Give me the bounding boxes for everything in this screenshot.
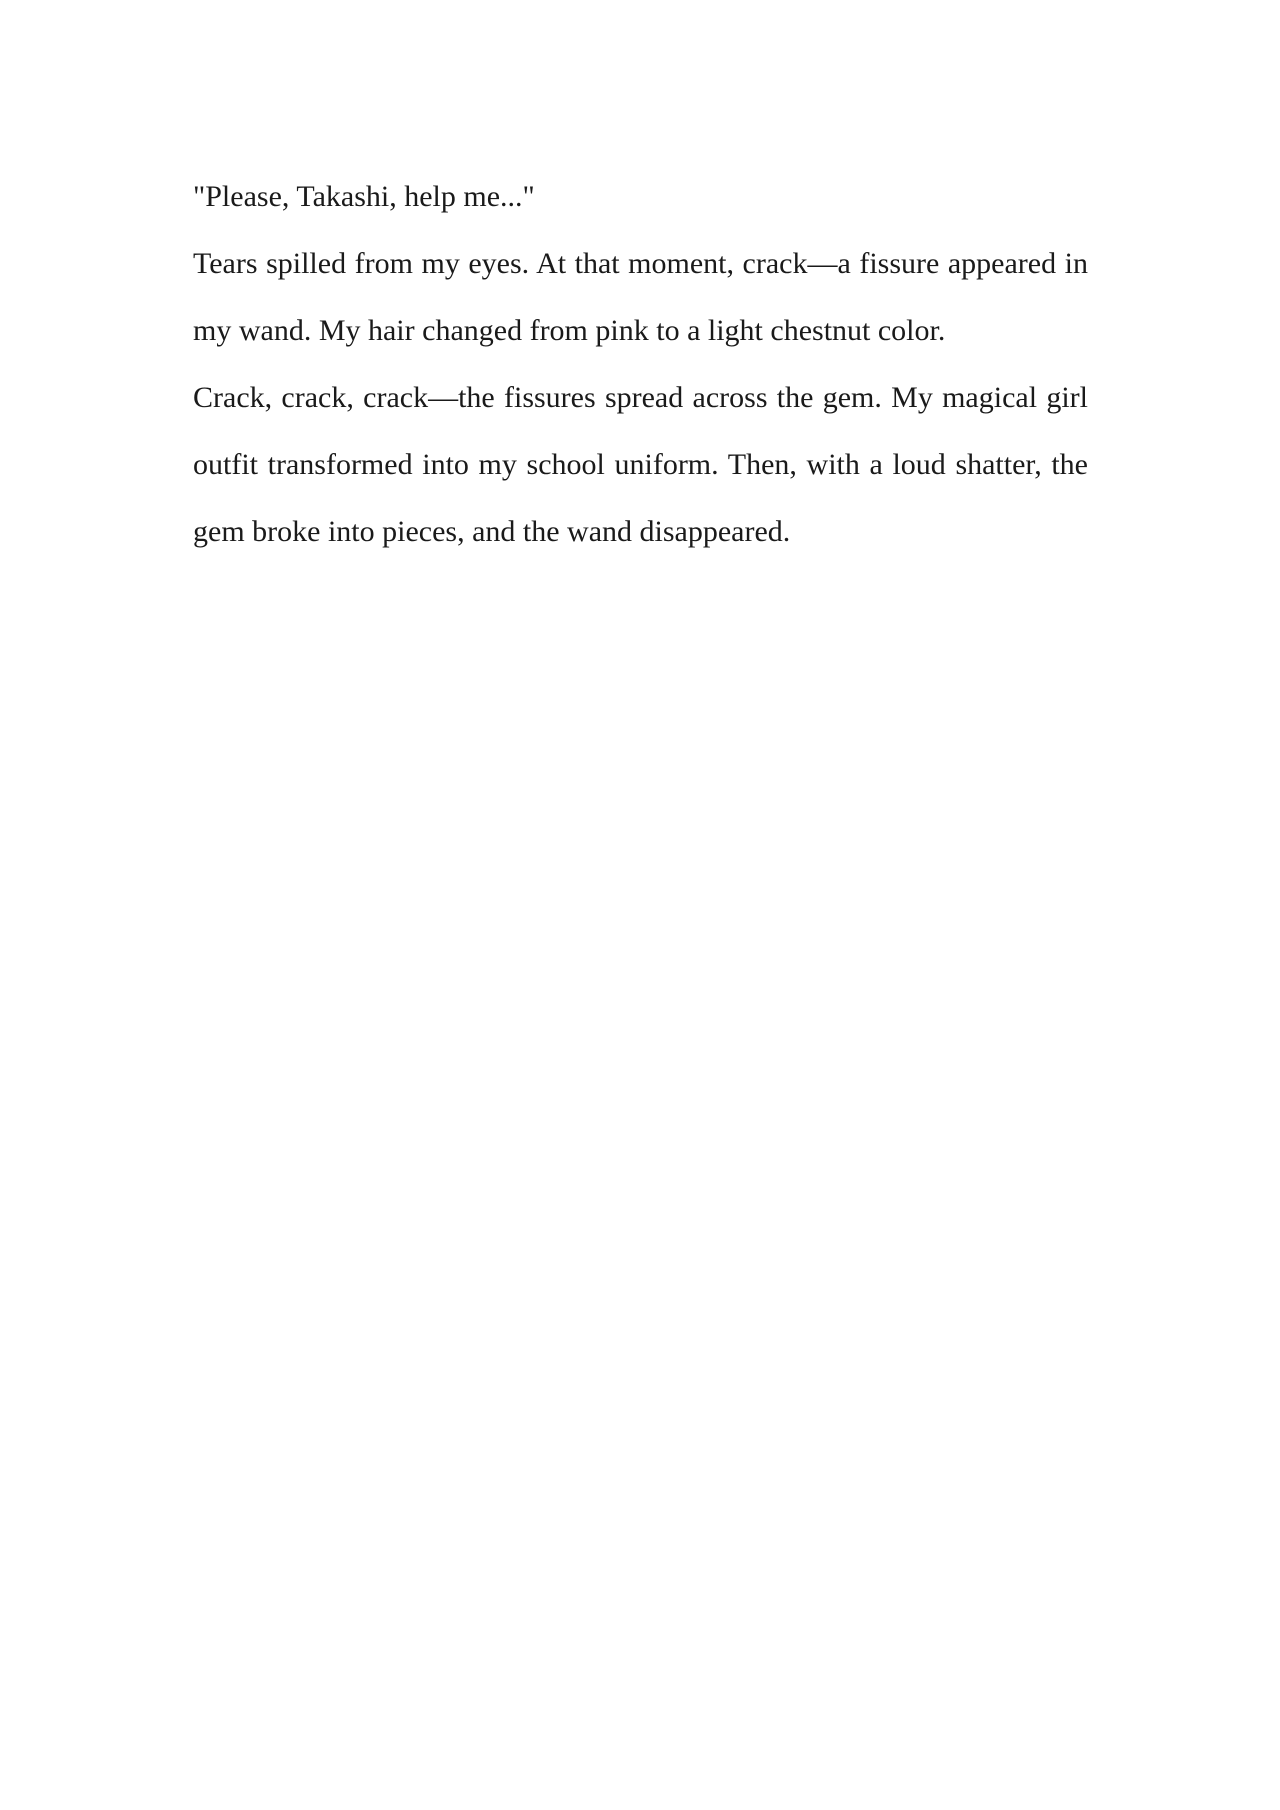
paragraph-plea: "Please, Takashi, help me..." (193, 180, 535, 213)
body-text (193, 163, 1088, 565)
paragraph-tears: Tears spilled from my eyes. At that moment, crack—a fissure appeared in my wand. My hair changed from pink to a light chestnut color. (193, 247, 1088, 347)
paragraph-shatter: Crack, crack, crack—the fissures spread across the gem. My magical girl outfit transformed into my school uniform. Then, with a loud shatter, the gem broke into pieces, and the wand disappeared. (193, 381, 1088, 548)
